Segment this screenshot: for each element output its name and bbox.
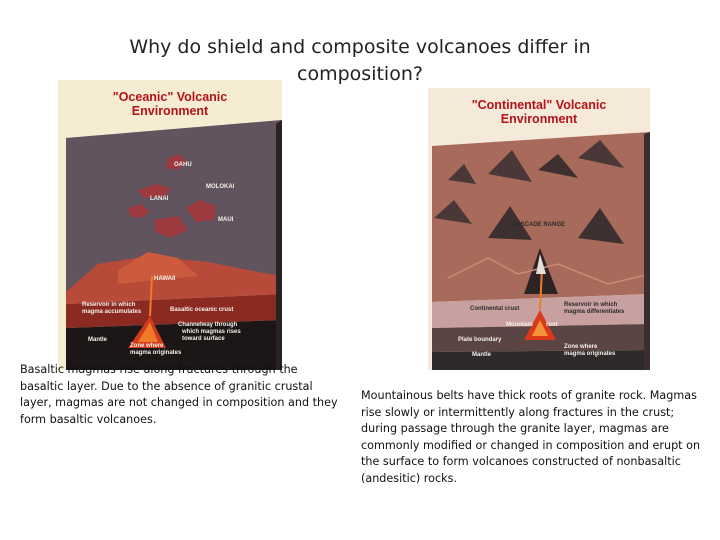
label-hawaii: HAWAII (154, 276, 176, 282)
label-oahu: OAHU (174, 162, 192, 168)
continental-illustration (428, 88, 650, 370)
continental-heading-line2: Environment (500, 112, 578, 126)
label-zone-line1: Zone where (130, 343, 164, 349)
label-molokai: MOLOKAI (206, 184, 235, 190)
label-channel-line2: which magmas rises (182, 329, 241, 335)
label-mountain: Mountain (506, 322, 533, 328)
label-mantle: Mantle (472, 352, 492, 358)
oceanic-diagram (58, 80, 282, 370)
label-zone-line2: magma originates (564, 351, 616, 357)
label-reservoir-line1: Reservoir in which (564, 302, 618, 308)
label-mantle: Mantle (88, 337, 108, 343)
label-zone-line1: Zone where (564, 344, 598, 350)
label-maui: MAUI (218, 217, 234, 223)
label-cascade-range: CASCADE RANGE (512, 222, 566, 228)
continental-caption: Mountainous belts have thick roots of granite rock. Magmas rise slowly or intermittently along fractures in the crust; during passage through the granite layer, magmas are commonly modified or changed in composition and erupt on the surface to form volcanoes constructed of nonbasaltic (andesitic) rocks. (361, 389, 701, 485)
label-reservoir-line2: magma differentiates (564, 309, 625, 315)
oceanic-heading-line1: "Oceanic" Volcanic (112, 90, 228, 104)
label-crust: Basaltic oceanic crust (170, 307, 234, 313)
continental-heading-line1: "Continental" Volcanic (471, 98, 607, 112)
label-lanai: LANAI (150, 196, 169, 202)
slide-title: Why do shield and composite volcanoes differ in composition? (129, 36, 591, 85)
label-reservoir-line2: magma accumulates (82, 309, 142, 315)
label-channel-line1: Channelway through (178, 322, 238, 328)
label-reservoir-line1: Reservoir in which (82, 302, 136, 308)
label-continental-crust: Continental crust (470, 306, 520, 312)
label-root: root (546, 322, 558, 328)
continental-diagram (428, 88, 650, 370)
label-zone-line2: magma originates (130, 350, 182, 356)
oceanic-caption: Basaltic magmas rise along fractures through the basaltic layer. Due to the absence of granitic crustal layer, magmas are not changed in composition and they form basaltic volcanoes. (20, 363, 338, 426)
oceanic-illustration (58, 80, 282, 370)
label-channel-line3: toward surface (182, 336, 225, 342)
oceanic-heading-line2: Environment (131, 104, 209, 118)
label-plate-boundary: Plate boundary (458, 337, 502, 343)
